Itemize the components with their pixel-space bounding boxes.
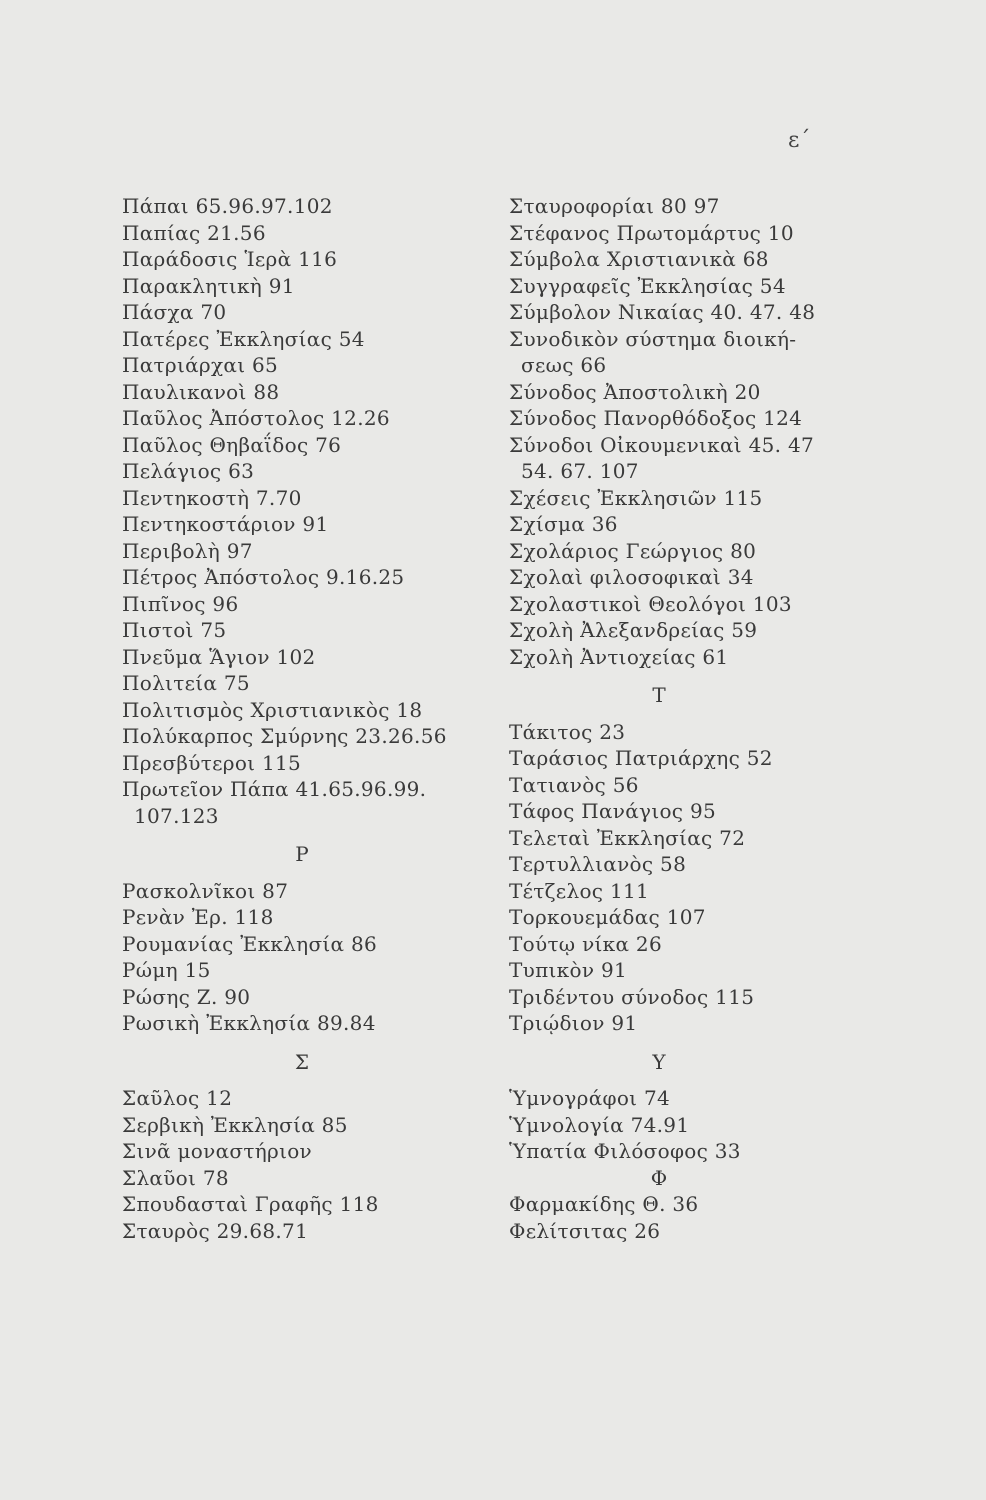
index-entry: Πνεῦμα Ἅγιον 102	[122, 644, 316, 669]
index-entry: Σύνοδοι Οἰκουμενικαὶ 45. 47	[509, 432, 814, 457]
index-entry-continuation: σεως 66	[521, 353, 607, 377]
letter-heading: Ρ	[295, 842, 309, 866]
index-entry: Πεντηκοστάριον 91	[122, 512, 329, 536]
index-entry: Φαρμακίδης Θ. 36	[509, 1192, 699, 1216]
index-entry: Ὑμνολογία 74.91	[509, 1112, 690, 1137]
index-entry: Παρακλητικὴ 91	[122, 273, 295, 298]
index-entry: Σινᾶ μοναστήριον	[122, 1139, 313, 1163]
index-entry: Τριῴδιον 91	[509, 1011, 638, 1035]
index-entry: Ρώσης Ζ. 90	[122, 984, 251, 1009]
index-entry-continuation: 107.123	[134, 803, 219, 828]
index-entry: Σπουδασταὶ Γραφῆς 118	[122, 1192, 379, 1216]
index-entry: Σχέσεις Ἐκκλησιῶν 115	[509, 485, 763, 510]
index-entry: Πιπῖνος 96	[122, 591, 239, 616]
index-entry: Σύνοδος Ἀποστολικὴ 20	[509, 379, 761, 404]
index-entry: Συνοδικὸν σύστημα διοική-	[509, 326, 797, 351]
index-entry: Σαῦλος 12	[122, 1086, 233, 1110]
page-number: ε΄	[788, 128, 811, 153]
index-entry: Σχίσμα 36	[509, 512, 618, 536]
index-entry: Πελάγιος 63	[122, 459, 255, 483]
index-entry: Πάσχα 70	[122, 300, 227, 324]
index-entry: Πολιτισμὸς Χριστιανικὸς 18	[122, 697, 423, 722]
index-entry: Τελεταὶ Ἐκκλησίας 72	[509, 825, 746, 850]
index-entry: Πολιτεία 75	[122, 671, 250, 695]
index-entry: Τάκιτος 23	[509, 719, 626, 744]
index-entry: Ὑπατία Φιλόσοφος 33	[509, 1139, 741, 1163]
index-entry: Τάφος Πανάγιος 95	[509, 799, 717, 823]
index-entry: Συγγραφεῖς Ἐκκλησίας 54	[509, 273, 786, 298]
index-entry: Περιβολὴ 97	[122, 538, 253, 563]
index-entry: Τατιανὸς 56	[509, 772, 639, 797]
index-entry: Ρασκολνῖκοι 87	[122, 878, 289, 903]
index-entry: Πιστοὶ 75	[122, 618, 227, 642]
index-entry: Πατριάρχαι 65	[122, 353, 279, 377]
index-entry: Σλαῦοι 78	[122, 1165, 229, 1190]
index-entry: Πρωτεῖον Πάπα 41.65.96.99.	[122, 777, 427, 801]
index-entry: Σχολάριος Γεώργιος 80	[509, 538, 757, 563]
index-entry: Ρενὰν Ἐρ. 118	[122, 905, 274, 929]
index-entry: Πατέρες Ἐκκλησίας 54	[122, 326, 365, 351]
index-entry: Σταυροφορίαι 80 97	[509, 194, 720, 218]
index-entry: Ρουμανίας Ἐκκλησία 86	[122, 931, 378, 956]
index-entry-continuation: 54. 67. 107	[521, 459, 639, 483]
index-entry: Παπίας 21.56	[122, 220, 266, 245]
index-entry: Στέφανος Πρωτομάρτυς 10	[509, 220, 794, 245]
index-entry: Σύμβολον Νικαίας 40. 47. 48	[509, 300, 816, 324]
index-entry: Ὑμνογράφοι 74	[509, 1086, 671, 1110]
index-entry: Τορκουεμάδας 107	[509, 905, 706, 929]
index-entry: Σχολὴ Ἀντιοχείας 61	[509, 644, 729, 669]
index-entry: Πολύκαρπος Σμύρνης 23.26.56	[122, 724, 447, 748]
index-entry: Τούτῳ νίκα 26	[509, 931, 662, 956]
letter-heading: Τ	[652, 683, 666, 707]
index-entry: Παυλικανοὶ 88	[122, 379, 280, 404]
index-entry: Πάπαι 65.96.97.102	[122, 194, 333, 218]
letter-heading: Υ	[652, 1049, 666, 1074]
index-entry: Ταράσιος Πατριάρχης 52	[509, 746, 773, 770]
index-entry: Πρεσβύτεροι 115	[122, 750, 302, 775]
index-entry: Σχολαὶ φιλοσοφικαὶ 34	[509, 565, 754, 589]
index-column-left	[122, 193, 517, 1244]
index-entry: Τερτυλλιανὸς 58	[509, 852, 687, 876]
index-entry: Τριδέντου σύνοδος 115	[509, 984, 755, 1009]
index-entry: Σταυρὸς 29.68.71	[122, 1218, 309, 1243]
index-entry: Παῦλος Ἀπόστολος 12.26	[122, 406, 390, 430]
index-entry: Πέτρος Ἀπόστολος 9.16.25	[122, 565, 405, 589]
index-entry: Ρώμη 15	[122, 958, 211, 982]
index-entry: Παράδοσις Ἱερὰ 116	[122, 247, 338, 271]
letter-heading: Φ	[650, 1165, 668, 1190]
letter-heading: Σ	[294, 1049, 310, 1074]
index-entry: Σύνοδος Πανορθόδοξος 124	[509, 406, 803, 430]
index-entry: Σερβικὴ Ἐκκλησία 85	[122, 1112, 348, 1137]
index-entry: Τυπικὸν 91	[509, 958, 627, 982]
index-entry: Σύμβολα Χριστιανικὰ 68	[509, 247, 769, 271]
index-entry: Σχολαστικοὶ Θεολόγοι 103	[509, 591, 792, 616]
index-entry: Φελίτσιτας 26	[509, 1218, 661, 1243]
index-entry: Τέτζελος 111	[509, 878, 650, 903]
index-column-right	[509, 193, 869, 1244]
index-entry: Σχολὴ Ἀλεξανδρείας 59	[509, 618, 758, 642]
index-entry: Πεντηκοστὴ 7.70	[122, 485, 302, 510]
index-entry: Ρωσικὴ Ἐκκλησία 89.84	[122, 1011, 376, 1035]
index-entry: Παῦλος Θηβαΐδος 76	[122, 432, 342, 457]
